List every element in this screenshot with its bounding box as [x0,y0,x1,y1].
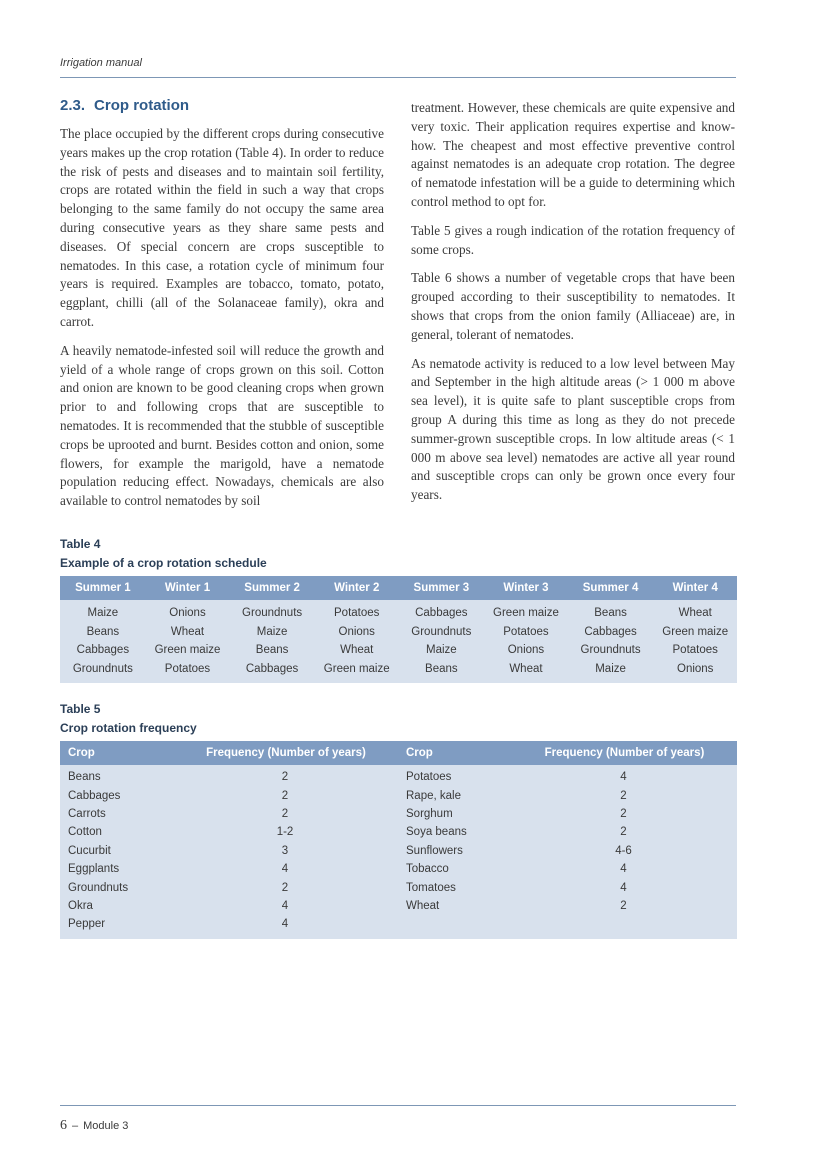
crop-rotation-schedule-table [60,576,737,683]
table-cell: Potatoes [164,662,211,675]
section-number: 2.3. [60,97,86,114]
table-row [60,897,737,915]
table4-caption [60,535,267,573]
table-row [60,623,737,642]
table-row [60,660,737,684]
frequency-cell: 2 [281,789,289,802]
table-row [60,641,737,660]
column-header: Summer 2 [229,576,315,600]
frequency-cell: 2 [281,881,289,894]
table-cell: Beans [255,644,289,657]
frequency-cell: 2 [620,826,627,839]
table-cell: Groundnuts [580,644,641,657]
table-cell: Maize [87,607,119,620]
table-row [60,878,737,896]
paragraph: A heavily nematode-infested soil will reduce the growth and yield of a whole range of crops grown on this soil. Cotton and onion are known to be good cleaning crops when grown prior to and following crops that are susceptible to nematodes. It is recommended that the stubble of susceptible crops be uprooted and burnt. Besides cotton and onion, some flowers, for example the marigold, have a nematode population reducing effect. Nowadays, chemicals are also available to control nematodes by soil [60,342,384,509]
module-label: Module 3 [83,1120,129,1132]
table-cell: Cabbages [584,625,637,638]
table-cell: Groundnuts [72,662,133,675]
table-cell: Beans [594,607,627,620]
column-header: Crop [398,741,510,765]
crop-cell: Okra [68,899,93,912]
footer-dash: – [72,1120,79,1132]
column-header: Winter 3 [484,576,568,600]
column-header: Summer 4 [568,576,654,600]
column-header: Crop [60,741,172,765]
crop-cell: Sorghum [406,807,453,820]
table-cell: Green maize [323,662,390,675]
table4-title: Example of a crop rotation schedule [60,556,267,570]
table-row [60,765,737,786]
frequency-cell: 2 [620,789,627,802]
table4-label: Table 4 [60,537,101,551]
frequency-cell: 4 [281,918,289,931]
table-cell: Cabbages [415,607,468,620]
crop-cell: Cabbages [68,789,121,802]
table-row [60,805,737,823]
table-cell: Green maize [493,607,559,620]
column-header: Winter 1 [146,576,230,600]
column-header: Winter 2 [315,576,399,600]
frequency-cell [510,915,737,938]
table-cell: Maize [256,625,288,638]
frequency-cell: 2 [620,807,627,820]
paragraph: Table 5 gives a rough indication of the rotation frequency of some crops. [411,222,735,257]
table-header-row [60,576,737,600]
table-cell: Potatoes [334,607,380,620]
frequency-cell: 4 [620,771,627,784]
paragraph: treatment. However, these chemicals are quite expensive and very toxic. Their application requires expertise and know-how. The cheapest and most effective preventive control against nematodes is an adequate crop rotation. The degree of nematode infestation will be a guide to determining which control method to opt for. [411,100,735,209]
frequency-cell: 4 [620,881,627,894]
table-row [60,915,737,938]
table-cell: Maize [595,662,626,675]
crop-rotation-frequency-table [60,741,737,939]
table-cell: Potatoes [672,644,718,657]
crop-cell: Pepper [68,918,106,931]
table-cell: Onions [677,662,714,675]
paragraph: As nematode activity is reduced to a low level between May and September in the high altitude areas (> 1 000 m above sea level), it is quite safe to plant susceptible crops from group A during this time as long as they do not precede summer-grown susceptible crops. In low altitude areas (< 1 000 m above sea level) nematodes are active all year round and susceptible crops can only be grown once every four years. [411,355,735,503]
crop-cell: Tomatoes [406,881,456,894]
table-cell: Wheat [340,644,374,657]
frequency-cell: 4-6 [615,844,632,857]
crop-cell: Tobacco [406,863,449,876]
table-cell: Beans [425,662,458,675]
table-cell: Cabbages [245,662,299,675]
footer-rule [60,1105,736,1106]
table5-title: Crop rotation frequency [60,721,197,735]
crop-cell [398,915,510,938]
crop-cell: Soya beans [406,826,467,839]
table-row [60,786,737,804]
crop-cell: Groundnuts [68,881,129,894]
crop-cell: Rape, kale [406,789,461,802]
crop-cell: Eggplants [68,863,120,876]
table-cell: Onions [507,644,545,657]
table-row [60,823,737,841]
header-rule [60,77,736,78]
table5-label: Table 5 [60,702,101,716]
table-cell: Maize [425,644,457,657]
table-cell: Groundnuts [242,607,303,620]
frequency-cell: 2 [281,807,289,820]
table-cell: Beans [86,625,120,638]
crop-cell: Beans [68,771,101,784]
table-cell: Onions [169,607,206,620]
running-header: Irrigation manual [60,57,142,69]
crop-cell: Sunflowers [406,844,463,857]
table-cell: Green maize [154,644,221,657]
table-cell: Potatoes [503,625,549,638]
column-header: Winter 4 [653,576,737,600]
crop-cell: Wheat [406,899,440,912]
table-cell: Wheat [509,662,543,675]
column-header: Frequency (Number of years) [510,741,737,765]
left-column [60,96,384,521]
frequency-cell: 2 [281,771,289,784]
table-cell: Green maize [662,625,729,638]
column-header: Summer 3 [398,576,484,600]
paragraph: Table 6 shows a number of vegetable crops that have been grouped according to their susceptibility to nematodes. It shows that crops from the onion family (Alliaceae) are, in general, tolerant of nematodes. [411,270,735,342]
table-cell: Groundnuts [411,625,472,638]
paragraph: The place occupied by the different crops during consecutive years makes up the crop rotation (Table 4). In order to reduce the risk of pests and diseases and to maintain soil fertility, crops are rotated within the field in such a way that crops belonging to the same family do not occupy the same area during consecutive years as they share same pests and diseases. Of special concern are crops susceptible to nematodes. In this case, a rotation cycle of minimum four years is required. Examples are tobacco, tomato, potato, eggplant, chilli (all of the Solanaceae family), okra and carrot. [60,126,384,329]
crop-cell: Carrots [68,807,106,820]
section-title: Crop rotation [94,97,190,114]
crop-cell: Potatoes [406,771,452,784]
table-cell: Wheat [170,625,205,638]
column-header: Summer 1 [60,576,146,600]
frequency-cell: 4 [620,863,627,876]
table-row [60,860,737,878]
table-cell: Wheat [678,607,712,620]
page-number: 6 [60,1118,67,1133]
table5-caption [60,700,197,738]
frequency-cell: 3 [281,844,289,857]
frequency-cell: 2 [620,899,627,912]
column-header: Frequency (Number of years) [172,741,398,765]
table-header-row [60,741,737,765]
crop-cell: Cotton [68,826,102,839]
page-footer [60,1118,128,1134]
frequency-cell: 4 [281,899,289,912]
table-cell: Onions [338,625,375,638]
crop-cell: Cucurbit [68,844,111,857]
right-column [411,99,735,515]
table-cell: Cabbages [76,644,130,657]
table-row [60,600,737,623]
table-row [60,842,737,860]
frequency-cell: 1-2 [276,826,294,839]
section-heading [60,96,384,116]
frequency-cell: 4 [281,863,289,876]
